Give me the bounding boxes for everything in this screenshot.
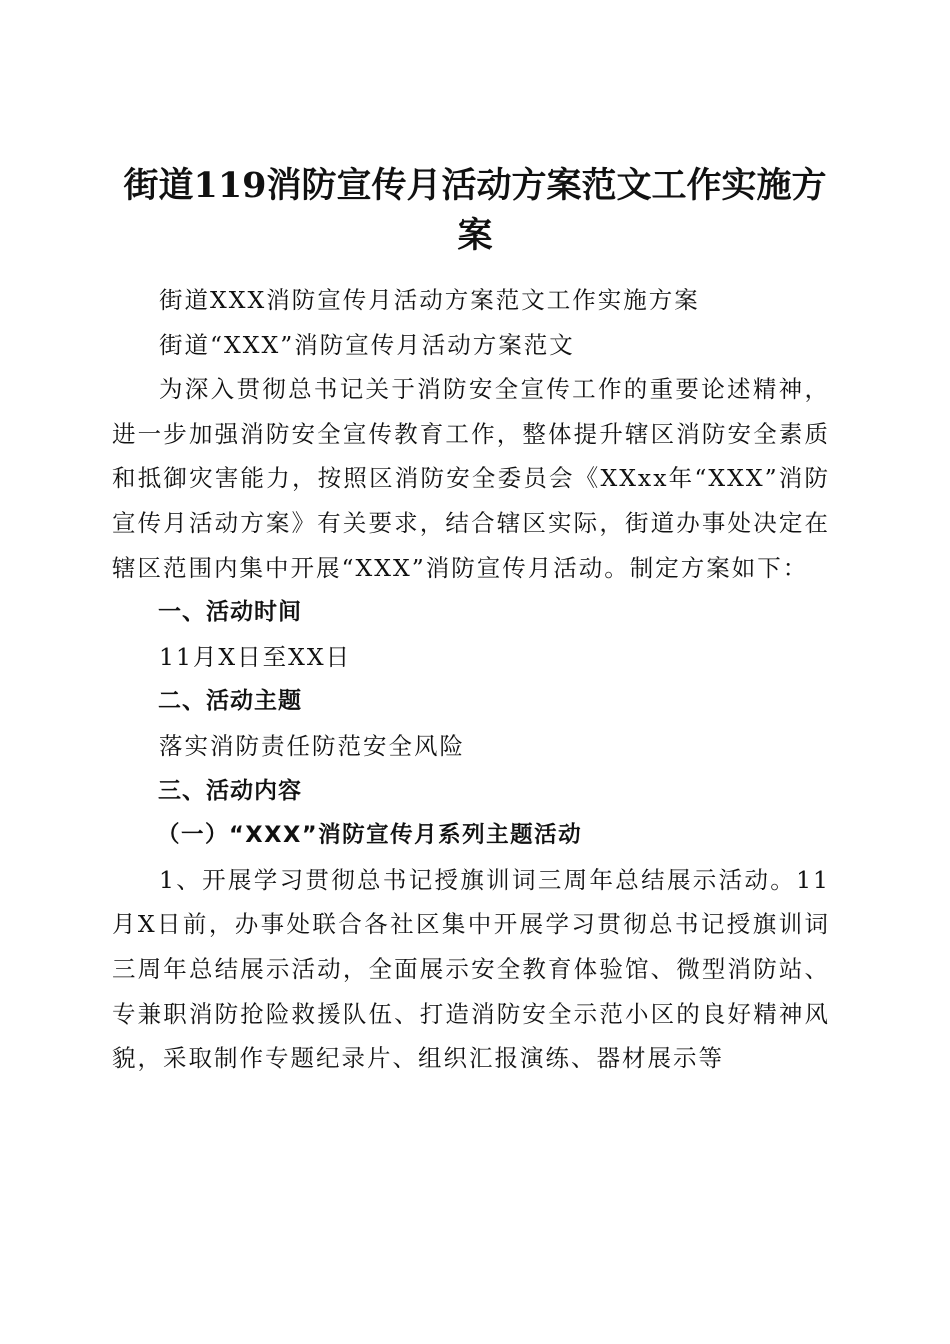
document-body	[112, 278, 830, 1081]
paragraph-activity-1: 1、开展学习贯彻总书记授旗训词三周年总结展示活动。11月X日前，办事处联合各社区集中开展学习贯彻总书记授旗训词三周年总结展示活动，全面展示安全教育体验馆、微型消防站、专兼职消防抢险救援队伍、打造消防安全示范小区的良好精神风貌，采取制作专题纪录片、组织汇报演练、器材展示等	[112, 865, 830, 1073]
section-heading-theme: 二、活动主题	[158, 688, 302, 715]
section-heading-time: 一、活动时间	[158, 599, 302, 626]
paragraph-theme: 落实消防责任防范安全风险	[159, 731, 465, 760]
section-heading-content: 三、活动内容	[158, 777, 302, 804]
document-title: 街道119消防宣传月活动方案范文工作实施方案	[123, 165, 827, 257]
paragraph-subtitle-1: 街道XXX消防宣传月活动方案范文工作实施方案	[159, 286, 700, 314]
paragraph-time: 11月X日至XX日	[159, 642, 352, 671]
paragraph-subtitle-2: 街道“XXX”消防宣传月活动方案范文	[159, 330, 575, 359]
paragraph-intro: 为深入贯彻总书记关于消防安全宣传工作的重要论述精神，进一步加强消防安全宣传教育工作，整体提升辖区消防安全素质和抵御灾害能力，按照区消防安全委员会《XXxx年“XXX”消防宣传月活动方案》有关要求，结合辖区实际，街道办事处决定在辖区范围内集中开展“XXX”消防宣传月活动。制定方案如下：	[112, 375, 830, 582]
subsection-heading-1: （一）“XXX”消防宣传月系列主题活动	[157, 822, 583, 849]
